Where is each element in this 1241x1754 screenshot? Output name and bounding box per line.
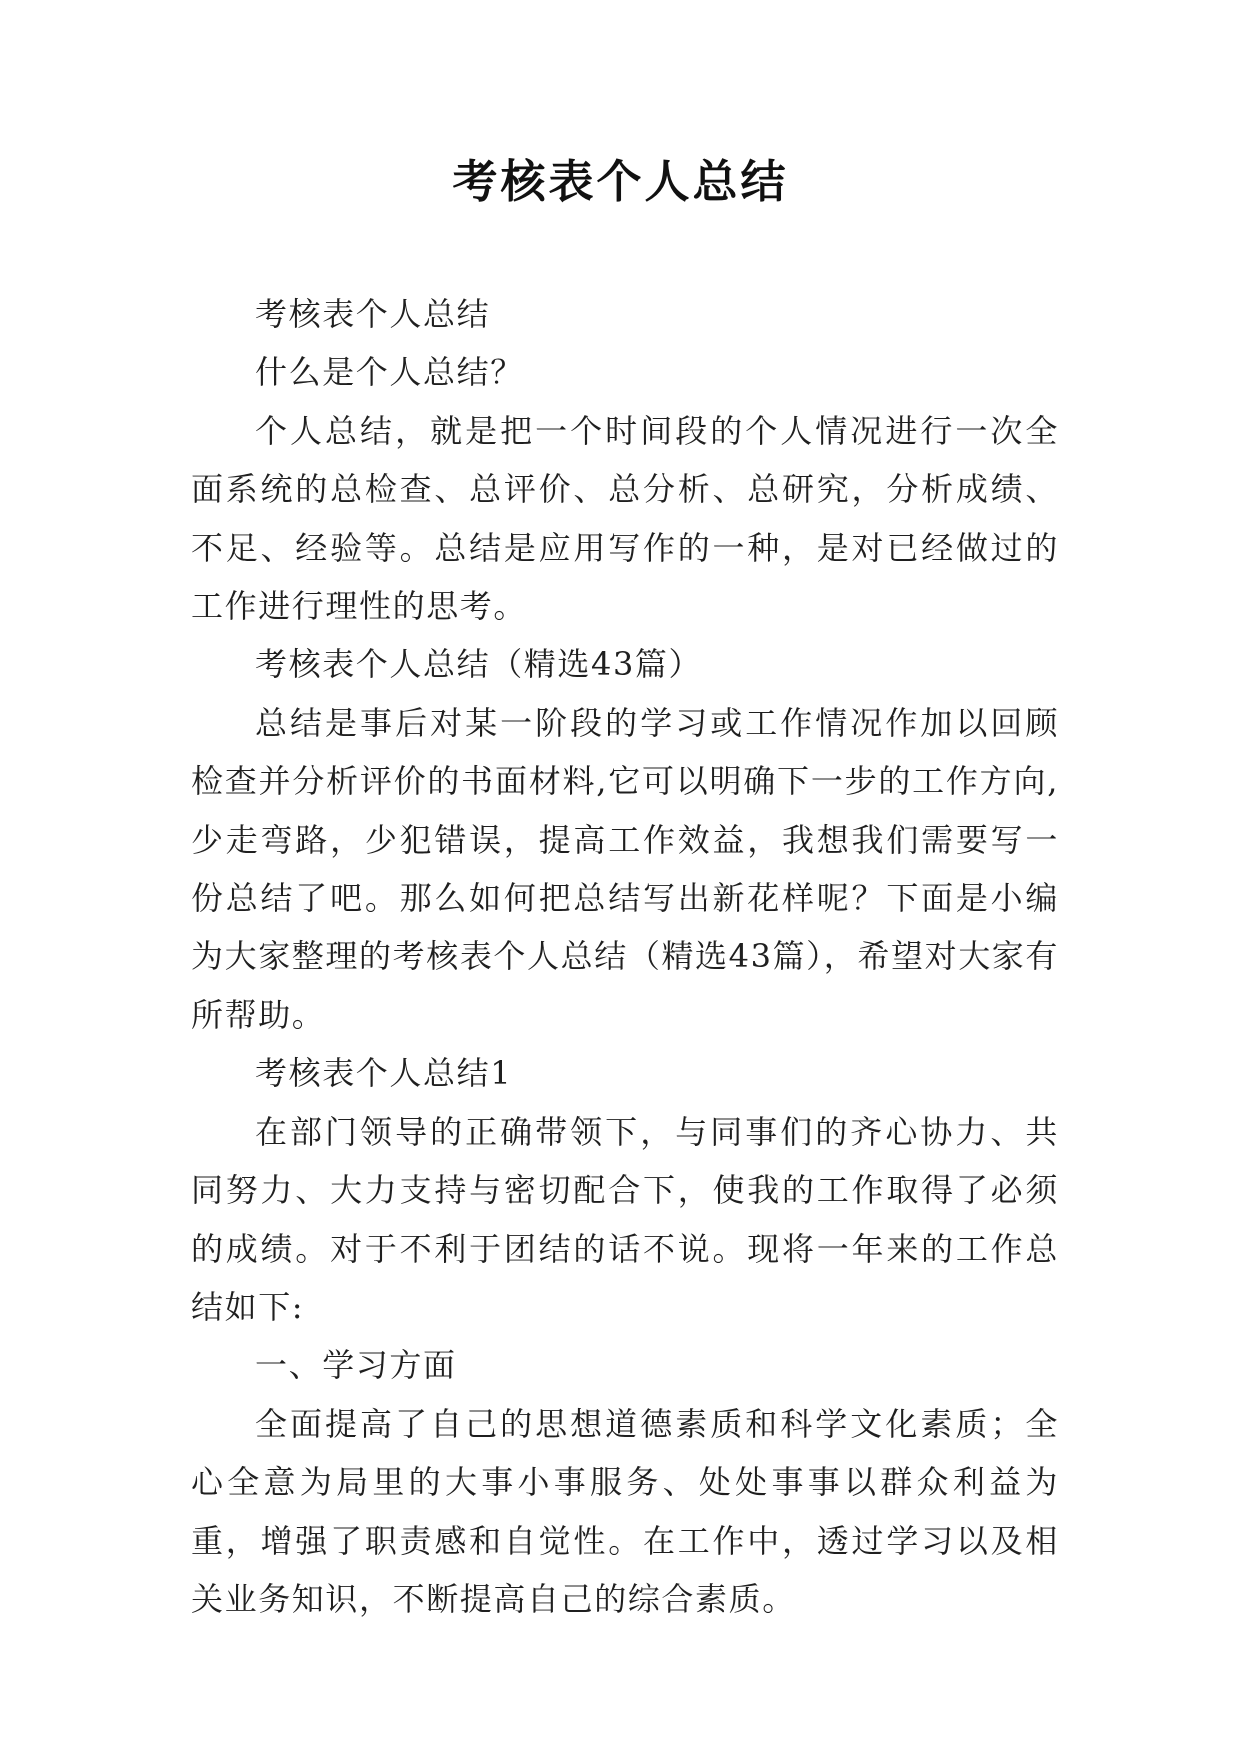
paragraph-section-heading: 考核表个人总结1 bbox=[255, 1054, 513, 1093]
document-title: 考核表个人总结 bbox=[452, 155, 789, 208]
paragraph-intro: 总结是事后对某一阶段的学习或工作情况作加以回顾检查并分析评价的书面材料,它可以明确下一步的工作方向,少走弯路，少犯错误，提高工作效益，我想我们需要写一份总结了吧。那么如何把总结写出新花样呢？下面是小编为大家整理的考核表个人总结（精选43篇），希望对大家有所帮助。 bbox=[191, 703, 1059, 1034]
paragraph-question: 什么是个人总结？ bbox=[255, 353, 524, 392]
paragraph-subsection-body: 全面提高了自己的思想道德素质和科学文化素质；全心全意为局里的大事小事服务、处处事事以群众利益为重，增强了职责感和自觉性。在工作中，透过学习以及相关业务知识，不断提高自己的综合素质。 bbox=[191, 1404, 1059, 1618]
paragraph-heading: 考核表个人总结 bbox=[255, 295, 491, 333]
paragraph-definition: 个人总结，就是把一个时间段的个人情况进行一次全面系统的总检查、总评价、总分析、总研究，分析成绩、不足、经验等。总结是应用写作的一种，是对已经做过的工作进行理性的思考。 bbox=[191, 411, 1059, 626]
paragraph-subsection-heading: 一、学习方面 bbox=[255, 1346, 457, 1385]
paragraph-section-body: 在部门领导的正确带领下，与同事们的齐心协力、共同努力、大力支持与密切配合下，使我的工作取得了必须的成绩。对于不利于团结的话不说。现将一年来的工作总结如下: bbox=[191, 1112, 1059, 1326]
document-body bbox=[191, 285, 1059, 1628]
paragraph-subtitle: 考核表个人总结（精选43篇） bbox=[255, 645, 703, 684]
